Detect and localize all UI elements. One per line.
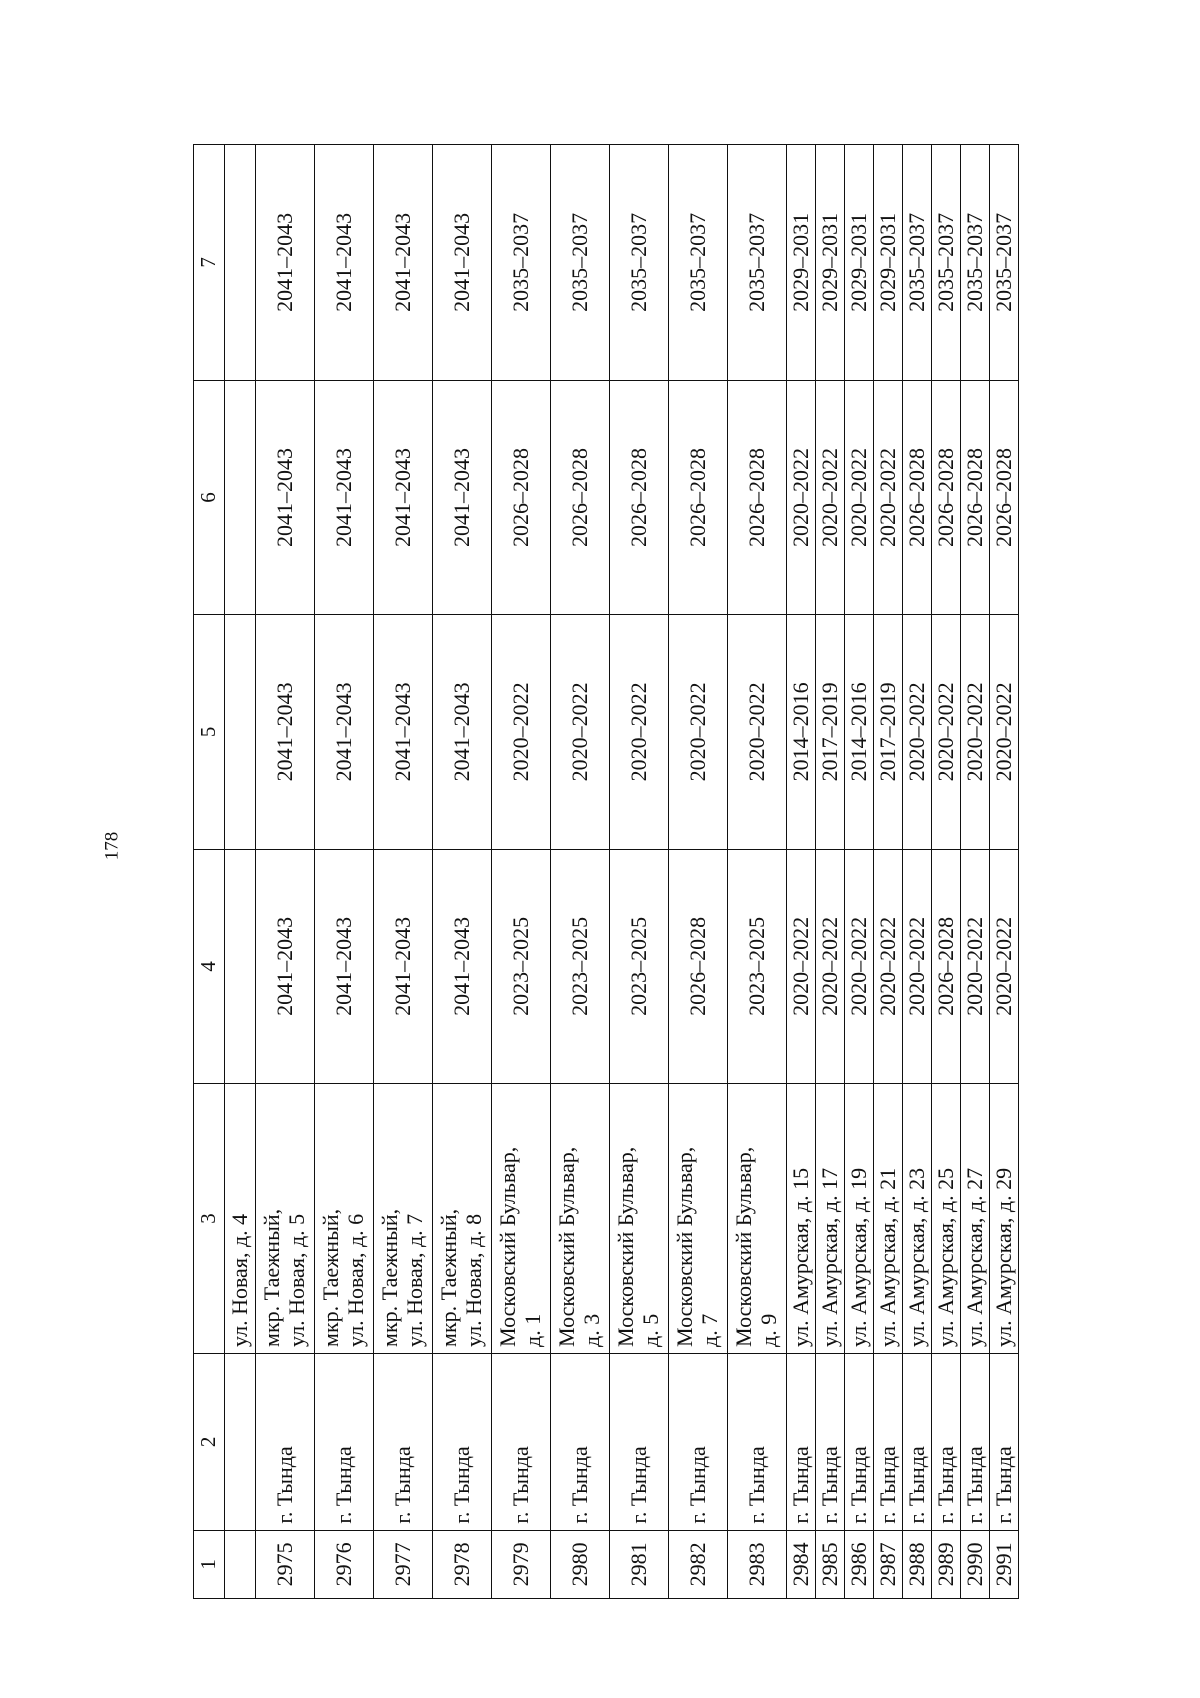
table-row: [256, 145, 315, 1599]
city-cell: г. Тында: [374, 1353, 433, 1530]
row-number-cell: 2991: [990, 1530, 1019, 1598]
row-number-cell: 2982: [669, 1530, 728, 1598]
year-range-cell-7: 2029–2031: [787, 145, 816, 381]
row-number-cell: 2981: [610, 1530, 669, 1598]
column-header-1: 1: [194, 1530, 225, 1598]
address-line-2: д. 3: [579, 1313, 604, 1347]
year-range-cell-5: 2020–2022: [990, 615, 1019, 849]
row-number-cell: 2979: [492, 1530, 551, 1598]
year-range-cell-6: 2026–2028: [961, 380, 990, 614]
year-range-cell-6: 2041–2043: [315, 380, 374, 614]
year-range-cell-7: 2035–2037: [551, 145, 610, 381]
year-range-cell-6: 2020–2022: [787, 380, 816, 614]
year-range-cell-4: 2041–2043: [433, 849, 492, 1083]
year-range-cell-4: 2020–2022: [787, 849, 816, 1083]
address-line-1: ул. Амурская, д. 25: [932, 1167, 958, 1347]
row-number-cell: 2976: [315, 1530, 374, 1598]
year-range-cell-6: 2026–2028: [932, 380, 961, 614]
address-cell: [932, 1084, 961, 1354]
table-row: [903, 145, 932, 1599]
address-line-1: Московский Бульвар,: [613, 1146, 639, 1347]
row-number-cell: 2980: [551, 1530, 610, 1598]
city-cell: г. Тында: [990, 1353, 1019, 1530]
address-cell: [874, 1084, 903, 1354]
address-cell: [787, 1084, 816, 1354]
table-row: [845, 145, 874, 1599]
table-row: [816, 145, 845, 1599]
year-range-cell-6: 2020–2022: [845, 380, 874, 614]
column-number-header-row: [194, 145, 225, 1599]
year-range-cell-6: 2026–2028: [990, 380, 1019, 614]
year-range-cell-5: 2017–2019: [874, 615, 903, 849]
row-number-cell: 2987: [874, 1530, 903, 1598]
table-row: [551, 145, 610, 1599]
column-header-2: 2: [194, 1353, 225, 1530]
address-line-2: д. 9: [756, 1313, 781, 1347]
address-line-1: ул. Амурская, д. 17: [816, 1167, 842, 1347]
address-cell: [374, 1084, 433, 1354]
continuation-city-cell: [225, 1353, 256, 1530]
year-range-cell-5: 2014–2016: [787, 615, 816, 849]
continuation-cell-5: [225, 615, 256, 849]
city-cell: г. Тында: [961, 1353, 990, 1530]
table-row: [610, 145, 669, 1599]
column-header-5: 5: [194, 615, 225, 849]
table-row: [728, 145, 787, 1599]
table-rotation-wrapper: [193, 144, 1093, 1599]
year-range-cell-6: 2041–2043: [433, 380, 492, 614]
year-range-cell-4: 2026–2028: [669, 849, 728, 1083]
year-range-cell-7: 2041–2043: [315, 145, 374, 381]
row-number-cell: 2984: [787, 1530, 816, 1598]
year-range-cell-4: 2041–2043: [256, 849, 315, 1083]
address-line-2: ул. Новая, д. 7: [402, 1213, 427, 1347]
year-range-cell-6: 2041–2043: [374, 380, 433, 614]
page-number: 178: [101, 831, 123, 861]
address-line-1: ул. Амурская, д. 29: [990, 1167, 1016, 1347]
year-range-cell-6: 2026–2028: [492, 380, 551, 614]
year-range-cell-5: 2020–2022: [903, 615, 932, 849]
year-range-cell-7: 2035–2037: [669, 145, 728, 381]
year-range-cell-4: 2041–2043: [315, 849, 374, 1083]
year-range-cell-6: 2020–2022: [816, 380, 845, 614]
year-range-cell-5: 2020–2022: [610, 615, 669, 849]
year-range-cell-7: 2035–2037: [492, 145, 551, 381]
year-range-cell-6: 2026–2028: [903, 380, 932, 614]
table-row: [315, 145, 374, 1599]
address-line-2: д. 7: [697, 1313, 722, 1347]
year-range-cell-6: 2041–2043: [256, 380, 315, 614]
address-line-1: Московский Бульвар,: [554, 1146, 580, 1347]
address-line-1: Московский Бульвар,: [495, 1146, 521, 1347]
table-row: [932, 145, 961, 1599]
year-range-cell-5: 2017–2019: [816, 615, 845, 849]
address-cell: [433, 1084, 492, 1354]
address-line-1: мкр. Таежный,: [377, 1208, 403, 1347]
column-header-4: 4: [194, 849, 225, 1083]
address-line-1: ул. Амурская, д. 15: [787, 1167, 813, 1347]
table-row: [492, 145, 551, 1599]
year-range-cell-5: 2020–2022: [728, 615, 787, 849]
address-cell: [256, 1084, 315, 1354]
continuation-address-cell: ул. Новая, д. 4: [225, 1084, 256, 1354]
year-range-cell-4: 2020–2022: [990, 849, 1019, 1083]
column-header-6: 6: [194, 380, 225, 614]
year-range-cell-5: 2014–2016: [845, 615, 874, 849]
row-number-cell: 2986: [845, 1530, 874, 1598]
address-cell: [492, 1084, 551, 1354]
year-range-cell-7: 2041–2043: [433, 145, 492, 381]
row-number-cell: 2983: [728, 1530, 787, 1598]
address-cell: [961, 1084, 990, 1354]
address-line-1: Московский Бульвар,: [731, 1146, 757, 1347]
year-range-cell-4: 2023–2025: [551, 849, 610, 1083]
address-line-2: д. 5: [638, 1313, 663, 1347]
row-number-cell: 2978: [433, 1530, 492, 1598]
year-range-cell-6: 2026–2028: [728, 380, 787, 614]
continuation-cell-4: [225, 849, 256, 1083]
year-range-cell-5: 2041–2043: [374, 615, 433, 849]
year-range-cell-5: 2020–2022: [669, 615, 728, 849]
city-cell: г. Тында: [845, 1353, 874, 1530]
continuation-num-cell: [225, 1530, 256, 1598]
year-range-cell-4: 2020–2022: [845, 849, 874, 1083]
address-line-2: ул. Новая, д. 5: [284, 1213, 309, 1347]
city-cell: г. Тында: [874, 1353, 903, 1530]
continuation-cell-7: [225, 145, 256, 381]
row-number-cell: 2988: [903, 1530, 932, 1598]
city-cell: г. Тында: [787, 1353, 816, 1530]
city-cell: г. Тында: [492, 1353, 551, 1530]
year-range-cell-5: 2020–2022: [961, 615, 990, 849]
year-range-cell-7: 2035–2037: [610, 145, 669, 381]
address-line-1: мкр. Таежный,: [318, 1208, 344, 1347]
address-cell: [551, 1084, 610, 1354]
address-cell: [669, 1084, 728, 1354]
city-cell: г. Тында: [816, 1353, 845, 1530]
address-line-1: мкр. Таежный,: [259, 1208, 285, 1347]
city-cell: г. Тында: [551, 1353, 610, 1530]
year-range-cell-5: 2041–2043: [315, 615, 374, 849]
year-range-cell-7: 2029–2031: [816, 145, 845, 381]
year-range-cell-7: 2035–2037: [990, 145, 1019, 381]
address-cell: [845, 1084, 874, 1354]
year-range-cell-7: 2035–2037: [932, 145, 961, 381]
year-range-cell-7: 2035–2037: [728, 145, 787, 381]
address-line-2: ул. Новая, д. 6: [343, 1213, 368, 1347]
address-line-1: ул. Амурская, д. 23: [903, 1167, 929, 1347]
table-row: [669, 145, 728, 1599]
city-cell: г. Тында: [610, 1353, 669, 1530]
year-range-cell-6: 2026–2028: [551, 380, 610, 614]
rotated-sheet: [193, 144, 1093, 1599]
row-number-cell: 2975: [256, 1530, 315, 1598]
year-range-cell-4: 2023–2025: [728, 849, 787, 1083]
address-cell: [990, 1084, 1019, 1354]
year-range-cell-4: 2020–2022: [874, 849, 903, 1083]
address-line-1: ул. Амурская, д. 21: [874, 1167, 900, 1347]
year-range-cell-7: 2035–2037: [961, 145, 990, 381]
address-line-1: Московский Бульвар,: [672, 1146, 698, 1347]
address-line-1: ул. Амурская, д. 19: [845, 1167, 871, 1347]
year-range-cell-4: 2023–2025: [492, 849, 551, 1083]
year-range-cell-5: 2020–2022: [551, 615, 610, 849]
city-cell: г. Тында: [669, 1353, 728, 1530]
continuation-cell-6: [225, 380, 256, 614]
table-row: [874, 145, 903, 1599]
city-cell: г. Тында: [315, 1353, 374, 1530]
year-range-cell-5: 2020–2022: [932, 615, 961, 849]
year-range-cell-4: 2020–2022: [903, 849, 932, 1083]
row-number-cell: 2990: [961, 1530, 990, 1598]
table-row: [374, 145, 433, 1599]
city-cell: г. Тында: [728, 1353, 787, 1530]
year-range-cell-6: 2026–2028: [610, 380, 669, 614]
address-cell: [315, 1084, 374, 1354]
address-cell: [816, 1084, 845, 1354]
city-cell: г. Тында: [932, 1353, 961, 1530]
city-cell: г. Тында: [903, 1353, 932, 1530]
year-range-cell-6: 2026–2028: [669, 380, 728, 614]
year-range-cell-4: 2020–2022: [816, 849, 845, 1083]
housing-schedule-table: [193, 144, 1019, 1599]
address-cell: [903, 1084, 932, 1354]
year-range-cell-4: 2023–2025: [610, 849, 669, 1083]
year-range-cell-4: 2041–2043: [374, 849, 433, 1083]
year-range-cell-7: 2041–2043: [374, 145, 433, 381]
column-header-3: 3: [194, 1084, 225, 1354]
year-range-cell-5: 2020–2022: [492, 615, 551, 849]
address-line-1: ул. Амурская, д. 27: [961, 1167, 987, 1347]
year-range-cell-7: 2041–2043: [256, 145, 315, 381]
year-range-cell-5: 2041–2043: [433, 615, 492, 849]
row-number-cell: 2989: [932, 1530, 961, 1598]
address-cell: [728, 1084, 787, 1354]
year-range-cell-4: 2020–2022: [961, 849, 990, 1083]
city-cell: г. Тында: [256, 1353, 315, 1530]
year-range-cell-7: 2029–2031: [845, 145, 874, 381]
year-range-cell-5: 2041–2043: [256, 615, 315, 849]
year-range-cell-7: 2029–2031: [874, 145, 903, 381]
row-number-cell: 2985: [816, 1530, 845, 1598]
city-cell: г. Тында: [433, 1353, 492, 1530]
column-header-7: 7: [194, 145, 225, 381]
continuation-row: [225, 145, 256, 1599]
address-line-2: ул. Новая, д. 8: [461, 1213, 486, 1347]
table-row: [961, 145, 990, 1599]
year-range-cell-6: 2020–2022: [874, 380, 903, 614]
address-line-1: мкр. Таежный,: [436, 1208, 462, 1347]
address-line-2: д. 1: [520, 1313, 545, 1347]
row-number-cell: 2977: [374, 1530, 433, 1598]
table-row: [433, 145, 492, 1599]
year-range-cell-7: 2035–2037: [903, 145, 932, 381]
address-cell: [610, 1084, 669, 1354]
year-range-cell-4: 2026–2028: [932, 849, 961, 1083]
table-row: [990, 145, 1019, 1599]
table-row: [787, 145, 816, 1599]
